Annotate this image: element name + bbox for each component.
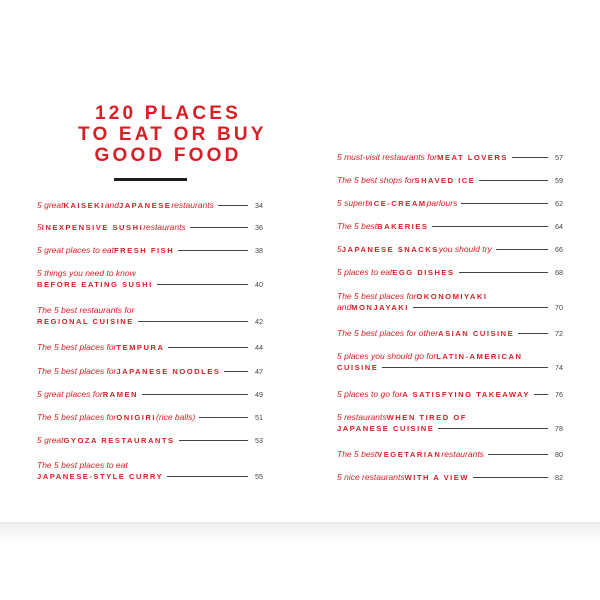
toc-text: restaurants <box>143 222 186 232</box>
toc-topic: FRESH FISH <box>114 246 175 255</box>
toc-entry-line <box>37 200 263 211</box>
toc-entry-line <box>37 460 263 471</box>
toc-topic: JAPANESE <box>118 201 172 210</box>
toc-entry-line <box>337 412 563 423</box>
title-line: 120 PLACES <box>94 103 242 124</box>
toc-entry-line <box>337 152 563 163</box>
toc-entry <box>337 328 563 339</box>
page-number: 34 <box>255 201 263 210</box>
toc-text: The 5 best <box>337 449 378 459</box>
leader-line <box>534 394 548 395</box>
toc-text: 5 nice restaurants <box>337 472 405 482</box>
leader-line <box>218 205 248 206</box>
toc-entry <box>337 198 563 209</box>
toc-entry-line <box>37 471 263 482</box>
page-shadow <box>0 522 600 600</box>
toc-entry <box>337 449 563 460</box>
toc-text: The 5 best <box>337 221 378 231</box>
page-number: 76 <box>555 390 563 399</box>
toc-entry-line <box>337 472 563 483</box>
toc-text: The 5 best places to eat <box>37 460 128 470</box>
page-number: 62 <box>555 199 563 208</box>
toc-entry <box>37 245 263 256</box>
toc-entry-line <box>37 305 263 316</box>
leader-line <box>512 157 548 158</box>
page-number: 47 <box>255 367 263 376</box>
page-number: 40 <box>255 280 263 289</box>
toc-text: 5 great places for <box>37 389 103 399</box>
toc-topic: ONIGIRI <box>116 413 157 422</box>
page-number: 80 <box>555 450 563 459</box>
title-rule <box>114 178 187 181</box>
toc-topic: JAPANESE-STYLE CURRY <box>37 472 164 481</box>
leader-line <box>488 454 548 455</box>
toc-topic: CUISINE <box>337 363 379 372</box>
toc-topic: MONJAYAKI <box>351 303 409 312</box>
page-number: 51 <box>255 413 263 422</box>
toc-entry-line <box>337 449 563 460</box>
toc-entry-line <box>337 221 563 232</box>
toc-entry-line <box>337 267 563 278</box>
toc-entry-line <box>37 222 263 233</box>
toc-entry <box>337 244 563 255</box>
toc-topic: RAMEN <box>102 390 139 399</box>
toc-entry <box>337 412 563 434</box>
leader-line <box>432 226 548 227</box>
leader-line <box>479 180 548 181</box>
toc-entry-line <box>37 279 263 290</box>
toc-entry-line <box>37 316 263 327</box>
leader-line <box>157 284 248 285</box>
toc-text: 5 <box>337 244 342 254</box>
toc-topic: JAPANESE NOODLES <box>116 367 221 376</box>
toc-text: 5 great places to eat <box>37 245 115 255</box>
toc-entry <box>37 435 263 446</box>
toc-text: The 5 best restaurants for <box>37 305 135 315</box>
toc-text: 5 restaurants <box>337 412 387 422</box>
toc-topic: BAKERIES <box>377 222 429 231</box>
page-number: 74 <box>555 363 563 372</box>
page-number: 64 <box>555 222 563 231</box>
toc-topic: JAPANESE SNACKS <box>341 245 439 254</box>
page-number: 70 <box>555 303 563 312</box>
toc-text: restaurants <box>441 449 484 459</box>
toc-topic: JAPANESE CUISINE <box>337 424 435 433</box>
toc-entry <box>37 389 263 400</box>
toc-topic: WITH A VIEW <box>404 473 470 482</box>
page-number: 38 <box>255 246 263 255</box>
toc-text: The 5 best places for <box>37 342 117 352</box>
page-number: 55 <box>255 472 263 481</box>
toc-text: and <box>337 302 352 312</box>
toc-topic: A SATISFYING TAKEAWAY <box>402 390 530 399</box>
toc-entry-line <box>337 423 563 434</box>
toc-topic: MEAT LOVERS <box>437 153 508 162</box>
page-number: 57 <box>555 153 563 162</box>
toc-title <box>78 103 267 166</box>
toc-text: (rice balls) <box>156 412 196 422</box>
toc-topic: ASIAN CUISINE <box>438 329 515 338</box>
toc-entry-line <box>337 291 563 302</box>
toc-text: and <box>104 200 119 210</box>
page-number: 72 <box>555 329 563 338</box>
toc-entry <box>37 305 263 327</box>
toc-topic: SHAVED ICE <box>414 176 476 185</box>
leader-line <box>142 394 248 395</box>
page-number: 49 <box>255 390 263 399</box>
toc-entry-line <box>337 389 563 400</box>
toc-entry-line <box>37 435 263 446</box>
toc-text: you should try <box>438 244 492 254</box>
toc-entry <box>37 200 263 211</box>
toc-text: The 5 best shops for <box>337 175 415 185</box>
toc-text: The 5 best places for <box>337 291 417 301</box>
leader-line <box>382 367 548 368</box>
leader-line <box>224 371 248 372</box>
toc-text: The 5 best places for <box>37 366 117 376</box>
toc-entry-line <box>37 366 263 377</box>
leader-line <box>438 428 548 429</box>
toc-text: 5 must-visit restaurants for <box>337 152 438 162</box>
toc-text: 5 <box>37 222 42 232</box>
toc-entry-line <box>37 389 263 400</box>
leader-line <box>496 249 548 250</box>
toc-entry-line <box>37 268 263 279</box>
toc-entry-line <box>37 245 263 256</box>
leader-line <box>473 477 548 478</box>
toc-text: restaurants <box>171 200 214 210</box>
toc-entry <box>37 222 263 233</box>
title-line: TO EAT OR BUY <box>78 124 267 145</box>
toc-text: 5 great <box>37 200 64 210</box>
toc-entry <box>37 460 263 482</box>
toc-text: 5 things you need to know <box>37 268 136 278</box>
page-number: 53 <box>255 436 263 445</box>
toc-text: The 5 best places for other <box>337 328 439 338</box>
toc-entry-line <box>337 302 563 313</box>
toc-text: 5 places you should go for <box>337 351 437 361</box>
leader-line <box>167 476 248 477</box>
toc-entry-line <box>337 351 563 362</box>
page-number: 82 <box>555 473 563 482</box>
toc-topic: TEMPURA <box>116 343 165 352</box>
toc-entry <box>37 268 263 290</box>
toc-entry-line <box>337 244 563 255</box>
toc-entry <box>337 175 563 186</box>
toc-topic: LATIN-AMERICAN <box>436 352 523 361</box>
page-number: 44 <box>255 343 263 352</box>
leader-line <box>138 321 248 322</box>
toc-topic: BEFORE EATING SUSHI <box>37 280 153 289</box>
toc-text: parlours <box>426 198 458 208</box>
toc-topic: EGG DISHES <box>392 268 455 277</box>
toc-entry <box>337 389 563 400</box>
toc-text: 5 places to eat <box>337 267 393 277</box>
toc-text: 5 superb <box>337 198 371 208</box>
toc-entry <box>337 267 563 278</box>
toc-entry-line <box>37 342 263 353</box>
leader-line <box>461 203 548 204</box>
title-line: GOOD FOOD <box>94 145 242 166</box>
leader-line <box>518 333 548 334</box>
toc-topic: REGIONAL CUISINE <box>37 317 134 326</box>
toc-entry <box>337 152 563 163</box>
toc-topic: ICE-CREAM <box>370 199 427 208</box>
page-number: 36 <box>255 223 263 232</box>
toc-topic: OKONOMIYAKI <box>416 292 488 301</box>
leader-line <box>179 440 248 441</box>
toc-topic: GYOZA RESTAURANTS <box>63 436 175 445</box>
toc-entry <box>337 291 563 313</box>
page-number: 78 <box>555 424 563 433</box>
page-number: 42 <box>255 317 263 326</box>
toc-topic: VEGETARIAN <box>377 450 442 459</box>
leader-line <box>413 307 548 308</box>
page-number: 66 <box>555 245 563 254</box>
page-number: 68 <box>555 268 563 277</box>
toc-entry <box>37 366 263 377</box>
toc-entry <box>337 221 563 232</box>
page-number: 59 <box>555 176 563 185</box>
toc-entry <box>37 412 263 423</box>
toc-topic: INEXPENSIVE SUSHI <box>41 223 144 232</box>
toc-entry-line <box>37 412 263 423</box>
toc-topic: KAISEKI <box>63 201 105 210</box>
leader-line <box>199 417 248 418</box>
toc-text: The 5 best places for <box>37 412 117 422</box>
leader-line <box>168 347 248 348</box>
toc-entry-line <box>337 198 563 209</box>
toc-entry <box>37 342 263 353</box>
toc-text: 5 places to go for <box>337 389 403 399</box>
toc-entry-line <box>337 362 563 373</box>
leader-line <box>190 227 248 228</box>
toc-entry-line <box>337 328 563 339</box>
toc-topic: WHEN TIRED OF <box>386 413 467 422</box>
toc-text: 5 great <box>37 435 64 445</box>
leader-line <box>178 250 248 251</box>
leader-line <box>459 272 548 273</box>
toc-entry <box>337 351 563 373</box>
toc-entry-line <box>337 175 563 186</box>
toc-entry <box>337 472 563 483</box>
